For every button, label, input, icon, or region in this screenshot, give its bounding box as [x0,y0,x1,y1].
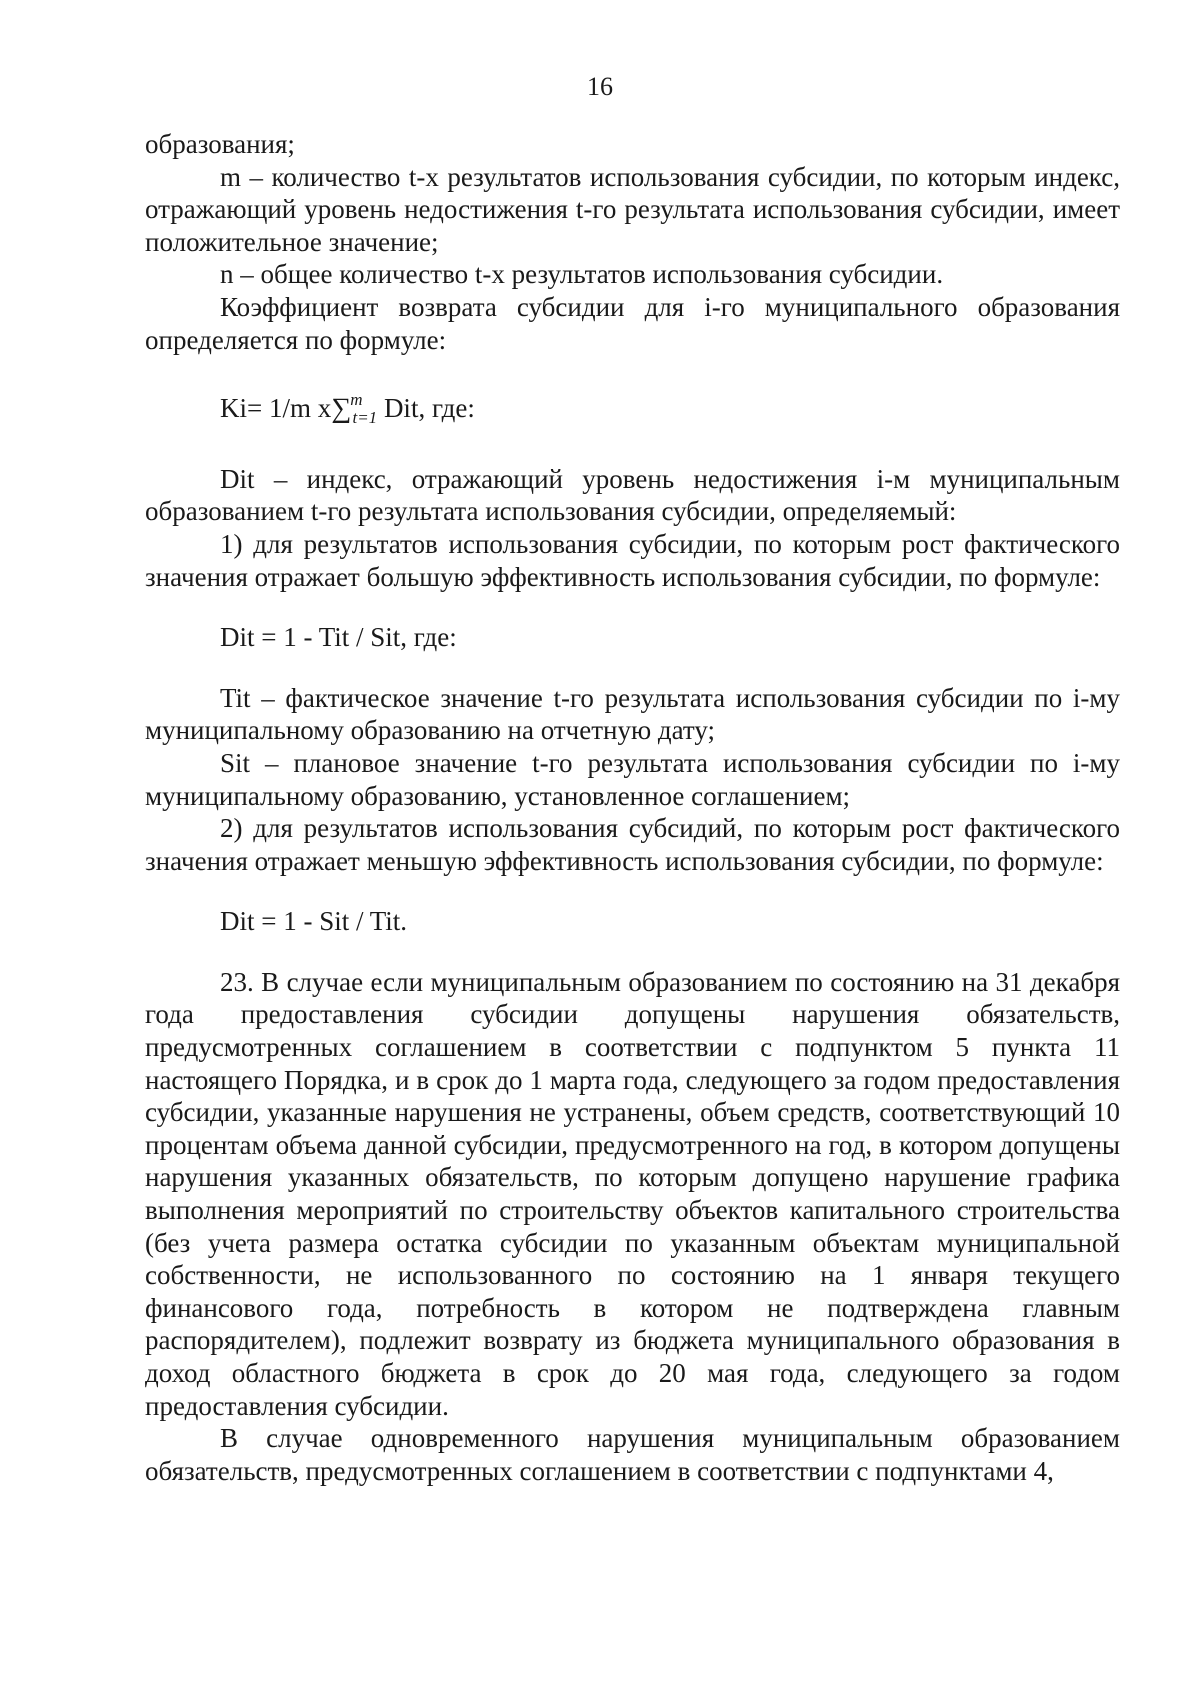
formula-ki [145,384,1120,435]
sigma-glyph: ∑ [331,393,352,425]
paragraph: Коэффициент возврата субсидии для i-го муниципального образования определяется по формуле: [145,291,1120,355]
spacer [145,654,1120,682]
spacer [145,938,1120,966]
paragraph: Dit – индекс, отражающий уровень недостижения i-м муниципальным образованием t-го результата использования субсидии, определяемый: [145,463,1120,527]
paragraph: образования; [145,129,295,159]
formula: Dit = 1 - Tit / Sit, где: [220,622,457,653]
spacer [145,877,1120,905]
formula-suffix: Dit, где: [377,393,475,424]
sum-lower-limit: t=1 [352,408,378,428]
page-number: 16 [587,72,613,101]
paragraph: В случае одновременного нарушения муниципальным образованием обязательств, предусмотренных соглашением в соответствии с подпунктами 4, [145,1423,1120,1486]
spacer [145,435,1120,463]
formula-prefix: Ki= 1/m x [220,393,332,424]
paragraph: Sit – плановое значение t-го результата использования субсидии по i-му муниципальному образованию, установленное соглашением; [145,747,1120,811]
spacer [145,356,1120,384]
formula: Dit = 1 - Sit / Tit. [220,906,408,937]
paragraph: Tit – фактическое значение t-го результата использования субсидии по i-му муниципальному образованию на отчетную дату; [145,682,1120,746]
summation-symbol [331,384,377,435]
document-body [145,128,1120,1487]
paragraph: 2) для результатов использования субсидий, по которым рост фактического значения отражает меньшую эффективность использования субсидии, по формуле: [145,813,1120,876]
paragraph: n – общее количество t-х результатов использования субсидии. [220,259,944,290]
paragraph: 23. В случае если муниципальным образованием по состоянию на 31 декабря года предоставления субсидии допущены нарушения обязательств, предусмотренных соглашением в соответствии с подпунктом 5 пункта 11 настоящего Порядка, и в срок до 1 марта года, следующего за годом предоставления субсидии, указанные нарушения не устранены, объем средств, соответствующий 10 процентам объема данной субсидии, предусмотренного на год, в котором допущены нарушения указанных обязательств, по которым допущено нарушение графика выполнения мероприятий по строительству объектов капитального строительства (без учета размера остатка субсидии по указанным объектам муниципальной собственности, не использованного по состоянию на 1 января текущего финансового года, потребность в котором не подтверждена главным распорядителем), подлежит возврату из бюджета муниципального образования в доход областного бюджета в срок до 20 мая года, следующего за годом предоставления субсидии. [145,966,1120,1421]
sum-upper-limit: m [350,390,363,410]
paragraph: 1) для результатов использования субсидии, по которым рост фактического значения отражает большую эффективность использования субсидии, по формуле: [145,528,1120,592]
spacer [145,593,1120,621]
paragraph: m – количество t-х результатов использования субсидии, по которым индекс, отражающий уровень недостижения t-го результата использования субсидии, имеет положительное значение; [145,161,1120,257]
